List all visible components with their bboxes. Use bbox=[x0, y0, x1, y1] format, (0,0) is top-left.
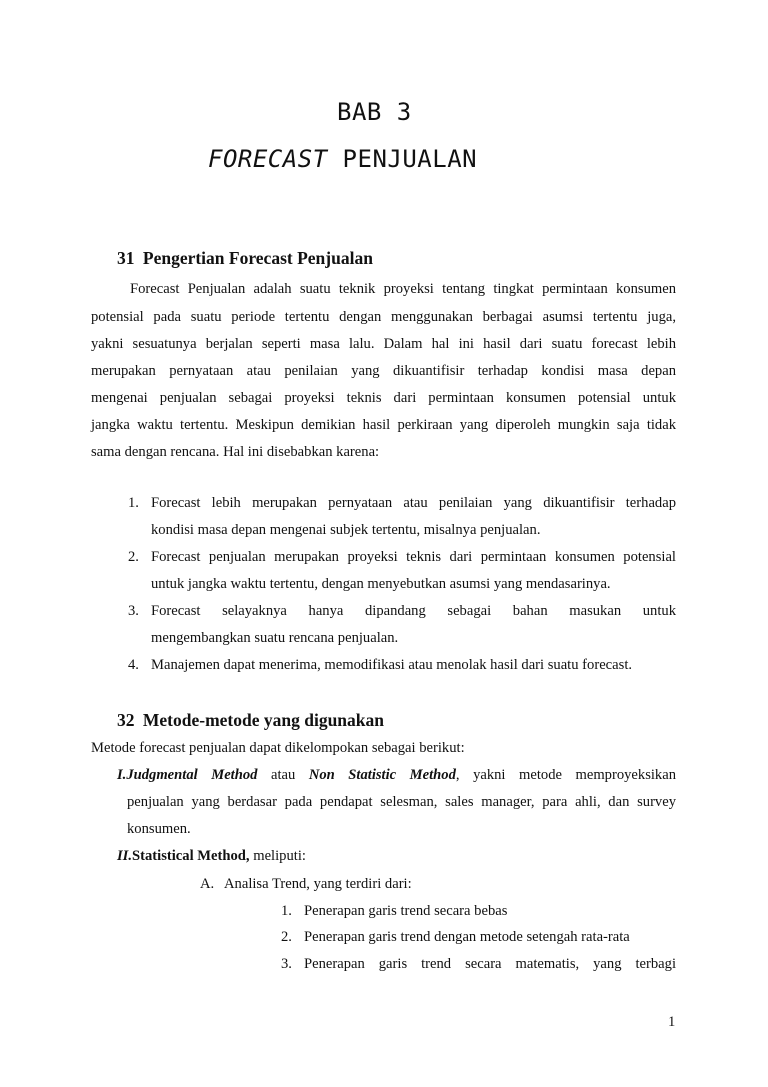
section-1-heading bbox=[117, 248, 373, 269]
list-item-line: untuk jangka waktu tertentu, dengan menyebutkan asumsi yang mendasarinya. bbox=[151, 576, 611, 592]
list-item-line: Forecast penjualan merupakan proyeksi teknis dari permintaan konsumen potensial bbox=[151, 549, 676, 565]
section-2-intro: Metode forecast penjualan dapat dikelompokan sebagai berikut: bbox=[91, 740, 465, 756]
list-number: 1. bbox=[128, 495, 139, 511]
sub-item-text: Analisa Trend, yang terdiri dari: bbox=[224, 876, 412, 892]
chapter-title-rest: PENJUALAN bbox=[327, 145, 478, 173]
section-1-title: Pengertian Forecast Penjualan bbox=[142, 248, 373, 268]
list-item-line: Manajemen dapat menerima, memodifikasi atau menolak hasil dari suatu forecast. bbox=[151, 657, 633, 673]
page-number: 1 bbox=[668, 1014, 676, 1030]
list-item-line: kondisi masa depan mengenai subjek tertentu, misalnya penjualan. bbox=[151, 522, 541, 538]
method-1-line: konsumen. bbox=[127, 821, 191, 837]
method-1-line bbox=[117, 767, 676, 784]
chapter-label: BAB 3 bbox=[337, 98, 412, 126]
trend-item: Penerapan garis trend secara bebas bbox=[304, 903, 508, 919]
paragraph-line: yakni sesuatunya berjalan seperti masa lalu. Dalam hal ini hasil dari suatu forecast lebih bbox=[91, 336, 676, 352]
paragraph-line: jangka waktu tertentu. Meskipun demikian hasil perkiraan yang diperoleh mungkin saja tidak bbox=[91, 417, 676, 433]
section-2-heading bbox=[117, 710, 384, 731]
method-2-rest: meliputi: bbox=[249, 848, 306, 864]
method-1-roman: I. bbox=[117, 767, 127, 783]
trend-number: 3. bbox=[281, 956, 292, 972]
section-2-number: 32 bbox=[117, 710, 135, 730]
paragraph-line: potensial pada suatu periode tertentu dengan menggunakan berbagai asumsi tertentu juga, bbox=[91, 309, 676, 325]
section-2-title: Metode-metode yang digunakan bbox=[142, 710, 384, 730]
method-1-rest: , yakni metode memproyeksikan bbox=[455, 767, 677, 783]
method-2-roman: II. bbox=[117, 848, 133, 864]
list-item-line: Forecast selayaknya hanya dipandang sebagai bahan masukan untuk bbox=[151, 603, 676, 619]
trend-number: 2. bbox=[281, 929, 292, 945]
chapter-title-italic: FORECAST bbox=[208, 145, 328, 173]
method-1-name: Judgmental Method bbox=[126, 767, 258, 783]
method-2-line bbox=[117, 848, 306, 865]
method-1-alt-name: Non Statistic Method bbox=[308, 767, 456, 783]
chapter-title bbox=[208, 145, 477, 173]
paragraph-line: Forecast Penjualan adalah suatu teknik proyeksi tentang tingkat permintaan konsumen bbox=[130, 281, 676, 297]
method-1-connector: atau bbox=[257, 767, 309, 783]
list-number: 4. bbox=[128, 657, 139, 673]
list-item-line: Forecast lebih merupakan pernyataan atau penilaian yang dikuantifisir terhadap bbox=[151, 495, 676, 511]
paragraph-line: mengenai penjualan sebagai proyeksi teknis dari permintaan konsumen potensial untuk bbox=[91, 390, 676, 406]
trend-item: Penerapan garis trend dengan metode setengah rata-rata bbox=[304, 929, 630, 945]
sub-item-letter: A. bbox=[200, 876, 215, 892]
method-1-line: penjualan yang berdasar pada pendapat selesman, sales manager, para ahli, dan survey bbox=[127, 794, 676, 810]
list-number: 3. bbox=[128, 603, 139, 619]
list-number: 2. bbox=[128, 549, 139, 565]
list-item-line: mengembangkan suatu rencana penjualan. bbox=[151, 630, 399, 646]
trend-number: 1. bbox=[281, 903, 292, 919]
trend-item: Penerapan garis trend secara matematis, yang terbagi bbox=[304, 956, 676, 972]
method-2-name: Statistical Method, bbox=[132, 848, 250, 864]
paragraph-line: sama dengan rencana. Hal ini disebabkan karena: bbox=[91, 444, 380, 460]
paragraph-line: merupakan pernyataan atau penilaian yang dikuantifisir terhadap kondisi masa depan bbox=[91, 363, 676, 379]
section-1-number: 31 bbox=[117, 248, 135, 268]
